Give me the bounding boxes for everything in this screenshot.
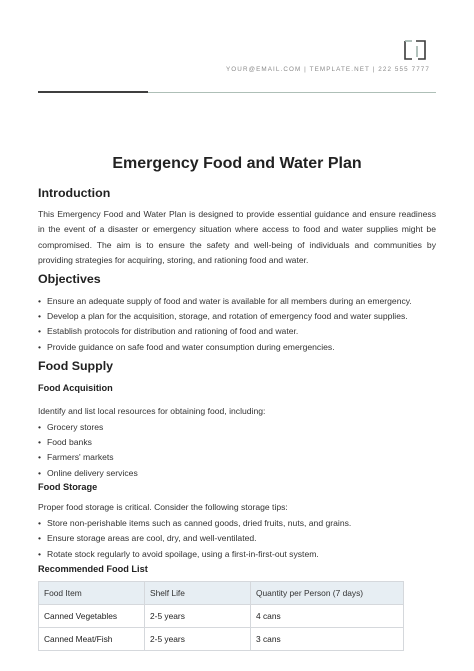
table-row (39, 604, 404, 627)
column-header-food-item: Food Item (39, 581, 145, 604)
table-cell: 3 cans (251, 627, 404, 650)
header-divider-light (148, 92, 436, 93)
list-item: • Grocery stores (38, 420, 436, 435)
food-storage-intro: Proper food storage is critical. Consider the following storage tips: (38, 502, 288, 513)
food-acquisition-list (38, 420, 436, 482)
template-logo-icon (403, 38, 429, 62)
header-divider-dark (38, 91, 148, 93)
food-supply-heading: Food Supply (38, 359, 114, 374)
table-row (39, 627, 404, 650)
column-header-shelf-life: Shelf Life (145, 581, 251, 604)
list-item: • Provide guidance on safe food and water consumption during emergencies. (38, 340, 436, 355)
list-item: • Rotate stock regularly to avoid spoilage, using a first-in-first-out system. (38, 547, 436, 562)
document-title: Emergency Food and Water Plan (112, 155, 362, 172)
table-cell: 2-5 years (145, 604, 251, 627)
table-cell: 4 cans (251, 604, 404, 627)
list-item: • Farmers' markets (38, 450, 436, 465)
document-body (38, 155, 436, 651)
objectives-list (38, 294, 436, 356)
objectives-heading: Objectives (38, 271, 101, 286)
header-contact: YOUR@EMAIL.COM | TEMPLATE.NET | 222 555 7777 (226, 66, 430, 73)
food-acquisition-intro: Identify and list local resources for obtaining food, including: (38, 406, 266, 417)
recommended-food-table (38, 581, 404, 651)
introduction-text: This Emergency Food and Water Plan is designed to provide essential guidance and ensure readiness in the event of a disaster or emergency situation where access to food and water supplies might be compromised. The aim is to ensure the safety and well-being of individuals and communities by providing strategies for acquiring, storing, and rationing food and water. (38, 209, 436, 266)
column-header-quantity: Quantity per Person (7 days) (251, 581, 404, 604)
table-cell: 2-5 years (145, 627, 251, 650)
recommended-food-heading: Recommended Food List (38, 563, 148, 574)
list-item: • Store non-perishable items such as canned goods, dried fruits, nuts, and grains. (38, 516, 436, 531)
list-item: • Ensure storage areas are cool, dry, and well-ventilated. (38, 531, 436, 546)
table-cell: Canned Meat/Fish (39, 627, 145, 650)
list-item: • Develop a plan for the acquisition, storage, and rotation of emergency food and water supplies. (38, 309, 436, 324)
list-item: • Ensure an adequate supply of food and water is available for all members during an emergency. (38, 294, 436, 309)
introduction-heading: Introduction (38, 186, 111, 200)
food-storage-heading: Food Storage (38, 482, 98, 493)
list-item: • Food banks (38, 435, 436, 450)
table-header-row (39, 581, 404, 604)
food-storage-list (38, 516, 436, 562)
list-item: • Online delivery services (38, 466, 436, 481)
food-acquisition-heading: Food Acquisition (38, 383, 113, 394)
list-item: • Establish protocols for distribution and rationing of food and water. (38, 324, 436, 339)
table-cell: Canned Vegetables (39, 604, 145, 627)
